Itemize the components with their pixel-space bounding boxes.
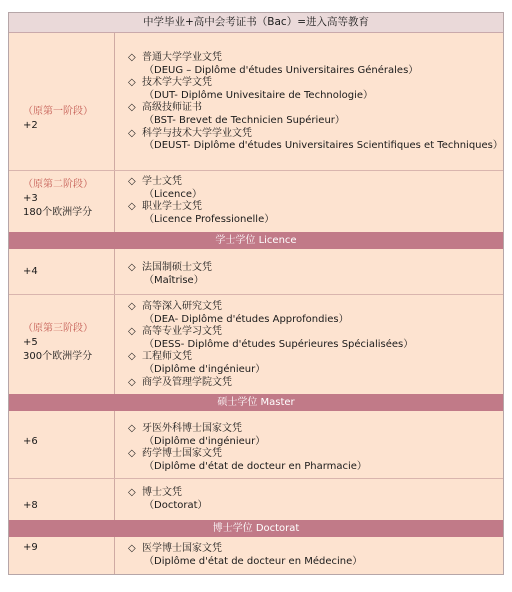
level-cell (9, 411, 115, 478)
degree-table (8, 12, 504, 575)
level-cell (9, 171, 115, 232)
diploma-cell (116, 411, 503, 478)
band-label: 博士学位 Doctorat (212, 523, 300, 534)
table-row (9, 33, 503, 170)
diploma-name-cn: 商学及管理学院文凭 (142, 376, 232, 388)
years-label: +4 (23, 266, 38, 277)
diploma-name-fr: （DEUST- Diplôme d'études Universitaires Scientifiques et Techniques） (144, 140, 503, 152)
diploma-name-cn: 牙医外科博士国家文凭 (142, 423, 242, 434)
diploma-name-cn: 法国制硕士文凭 (142, 262, 212, 273)
diploma-name-fr: （Licence） (144, 188, 202, 200)
diamond-bullet-icon: ◇ (128, 423, 136, 434)
diamond-bullet-icon: ◇ (128, 351, 136, 363)
header-title: 中学毕业+高中会考证书（Bac）=进入高等教育 (142, 16, 369, 28)
diploma-cell (116, 537, 503, 574)
diploma-name-fr: （BST- Brevet de Technicien Supérieur） (144, 114, 345, 126)
diploma-name-cn: 博士文凭 (142, 487, 182, 498)
diploma-name-cn: 高级技师证书 (142, 102, 202, 114)
diamond-bullet-icon: ◇ (128, 448, 136, 460)
diploma-item (128, 77, 503, 90)
diploma-name-cn: 工程师文凭 (142, 351, 192, 363)
table-row (9, 411, 503, 478)
diamond-bullet-icon: ◇ (128, 487, 136, 498)
diamond-bullet-icon: ◇ (128, 376, 136, 388)
years-label: +3 (23, 193, 38, 204)
diploma-cell (116, 479, 503, 520)
diploma-item (128, 52, 503, 65)
diamond-bullet-icon: ◇ (128, 262, 136, 273)
diploma-name-cn: 高等专业学习文凭 (142, 326, 222, 338)
level-cell (9, 479, 115, 520)
diploma-item (128, 423, 503, 436)
table-row (9, 294, 503, 394)
stage-label: （原第三阶段） (23, 323, 93, 334)
diploma-item (128, 487, 503, 500)
diploma-item (128, 543, 503, 556)
diploma-name-cn: 高等深入研究文凭 (142, 301, 222, 312)
table-row (9, 537, 503, 574)
diploma-name-fr: （Maîtrise） (144, 274, 204, 286)
diploma-cell (116, 171, 503, 232)
diploma-item (128, 301, 503, 314)
diploma-item (128, 262, 503, 275)
level-cell (9, 295, 115, 394)
diploma-name-fr: （Diplôme d'état de docteur en Médecine） (144, 555, 363, 567)
diamond-bullet-icon: ◇ (128, 102, 136, 114)
diploma-name-fr: （DEUG – Diplôme d'études Universitaires Générales） (144, 64, 419, 76)
diploma-name-fr: （Diplôme d'état de docteur en Pharmacie） (144, 460, 367, 472)
diploma-item (128, 176, 503, 189)
stage-label: （原第二阶段） (23, 179, 93, 190)
level-cell (9, 249, 115, 294)
diploma-name-cn: 科学与技术大学学业文凭 (142, 127, 252, 139)
band-master (9, 394, 503, 411)
diploma-item (128, 351, 503, 364)
diamond-bullet-icon: ◇ (128, 301, 136, 312)
diploma-item (128, 128, 503, 141)
level-cell (9, 537, 115, 574)
table-header (9, 13, 503, 33)
diploma-cell (116, 249, 503, 294)
diploma-name-fr: （DUT- Diplôme Univesitaire de Technologie） (144, 89, 374, 101)
years-label: +6 (23, 436, 38, 447)
diamond-bullet-icon: ◇ (128, 201, 136, 213)
diamond-bullet-icon: ◇ (128, 127, 136, 139)
table-row (9, 478, 503, 520)
band-label: 学士学位 Licence (215, 235, 297, 246)
diploma-name-fr: （DEA- Diplôme d'études Approfondies） (144, 313, 349, 325)
diploma-cell (116, 33, 503, 170)
years-label: +9 (23, 542, 38, 553)
diploma-name-fr: （Diplôme d'ingénieur） (144, 435, 266, 447)
diamond-bullet-icon: ◇ (128, 543, 136, 554)
diploma-name-cn: 技术学大学文凭 (142, 77, 212, 89)
diploma-name-cn: 药学博士国家文凭 (142, 448, 222, 460)
band-label: 硕士学位 Master (217, 397, 295, 408)
diamond-bullet-icon: ◇ (128, 77, 136, 89)
diploma-name-fr: （DESS- Diplôme d'études Supérieures Spécialisées） (144, 338, 414, 350)
diploma-name-fr: （Licence Professionelle） (144, 213, 275, 225)
diploma-name-fr: （Diplôme d'ingénieur） (144, 363, 266, 375)
credits-label: 180个欧洲学分 (23, 207, 93, 218)
years-label: +5 (23, 337, 38, 348)
diploma-item (128, 448, 503, 461)
years-label: +2 (23, 120, 38, 131)
level-cell (9, 33, 115, 170)
diamond-bullet-icon: ◇ (128, 52, 136, 63)
diamond-bullet-icon: ◇ (128, 326, 136, 338)
diploma-name-fr: （Doctorat） (144, 499, 208, 511)
diamond-bullet-icon: ◇ (128, 176, 136, 187)
diploma-item (128, 102, 503, 115)
diploma-name-cn: 普通大学学业文凭 (142, 52, 222, 63)
table-row (9, 249, 503, 294)
diploma-item (128, 326, 503, 339)
diploma-name-cn: 医学博士国家文凭 (142, 543, 222, 554)
years-label: +8 (23, 500, 38, 511)
diploma-name-cn: 学士文凭 (142, 176, 182, 187)
band-licence (9, 232, 503, 249)
diploma-cell (116, 295, 503, 394)
band-doctorat (9, 520, 503, 537)
diploma-name-cn: 职业学士文凭 (142, 201, 202, 213)
diploma-item (128, 377, 503, 390)
credits-label: 300个欧洲学分 (23, 351, 93, 362)
table-row (9, 170, 503, 232)
stage-label: （原第一阶段） (23, 106, 93, 117)
diploma-item (128, 201, 503, 214)
